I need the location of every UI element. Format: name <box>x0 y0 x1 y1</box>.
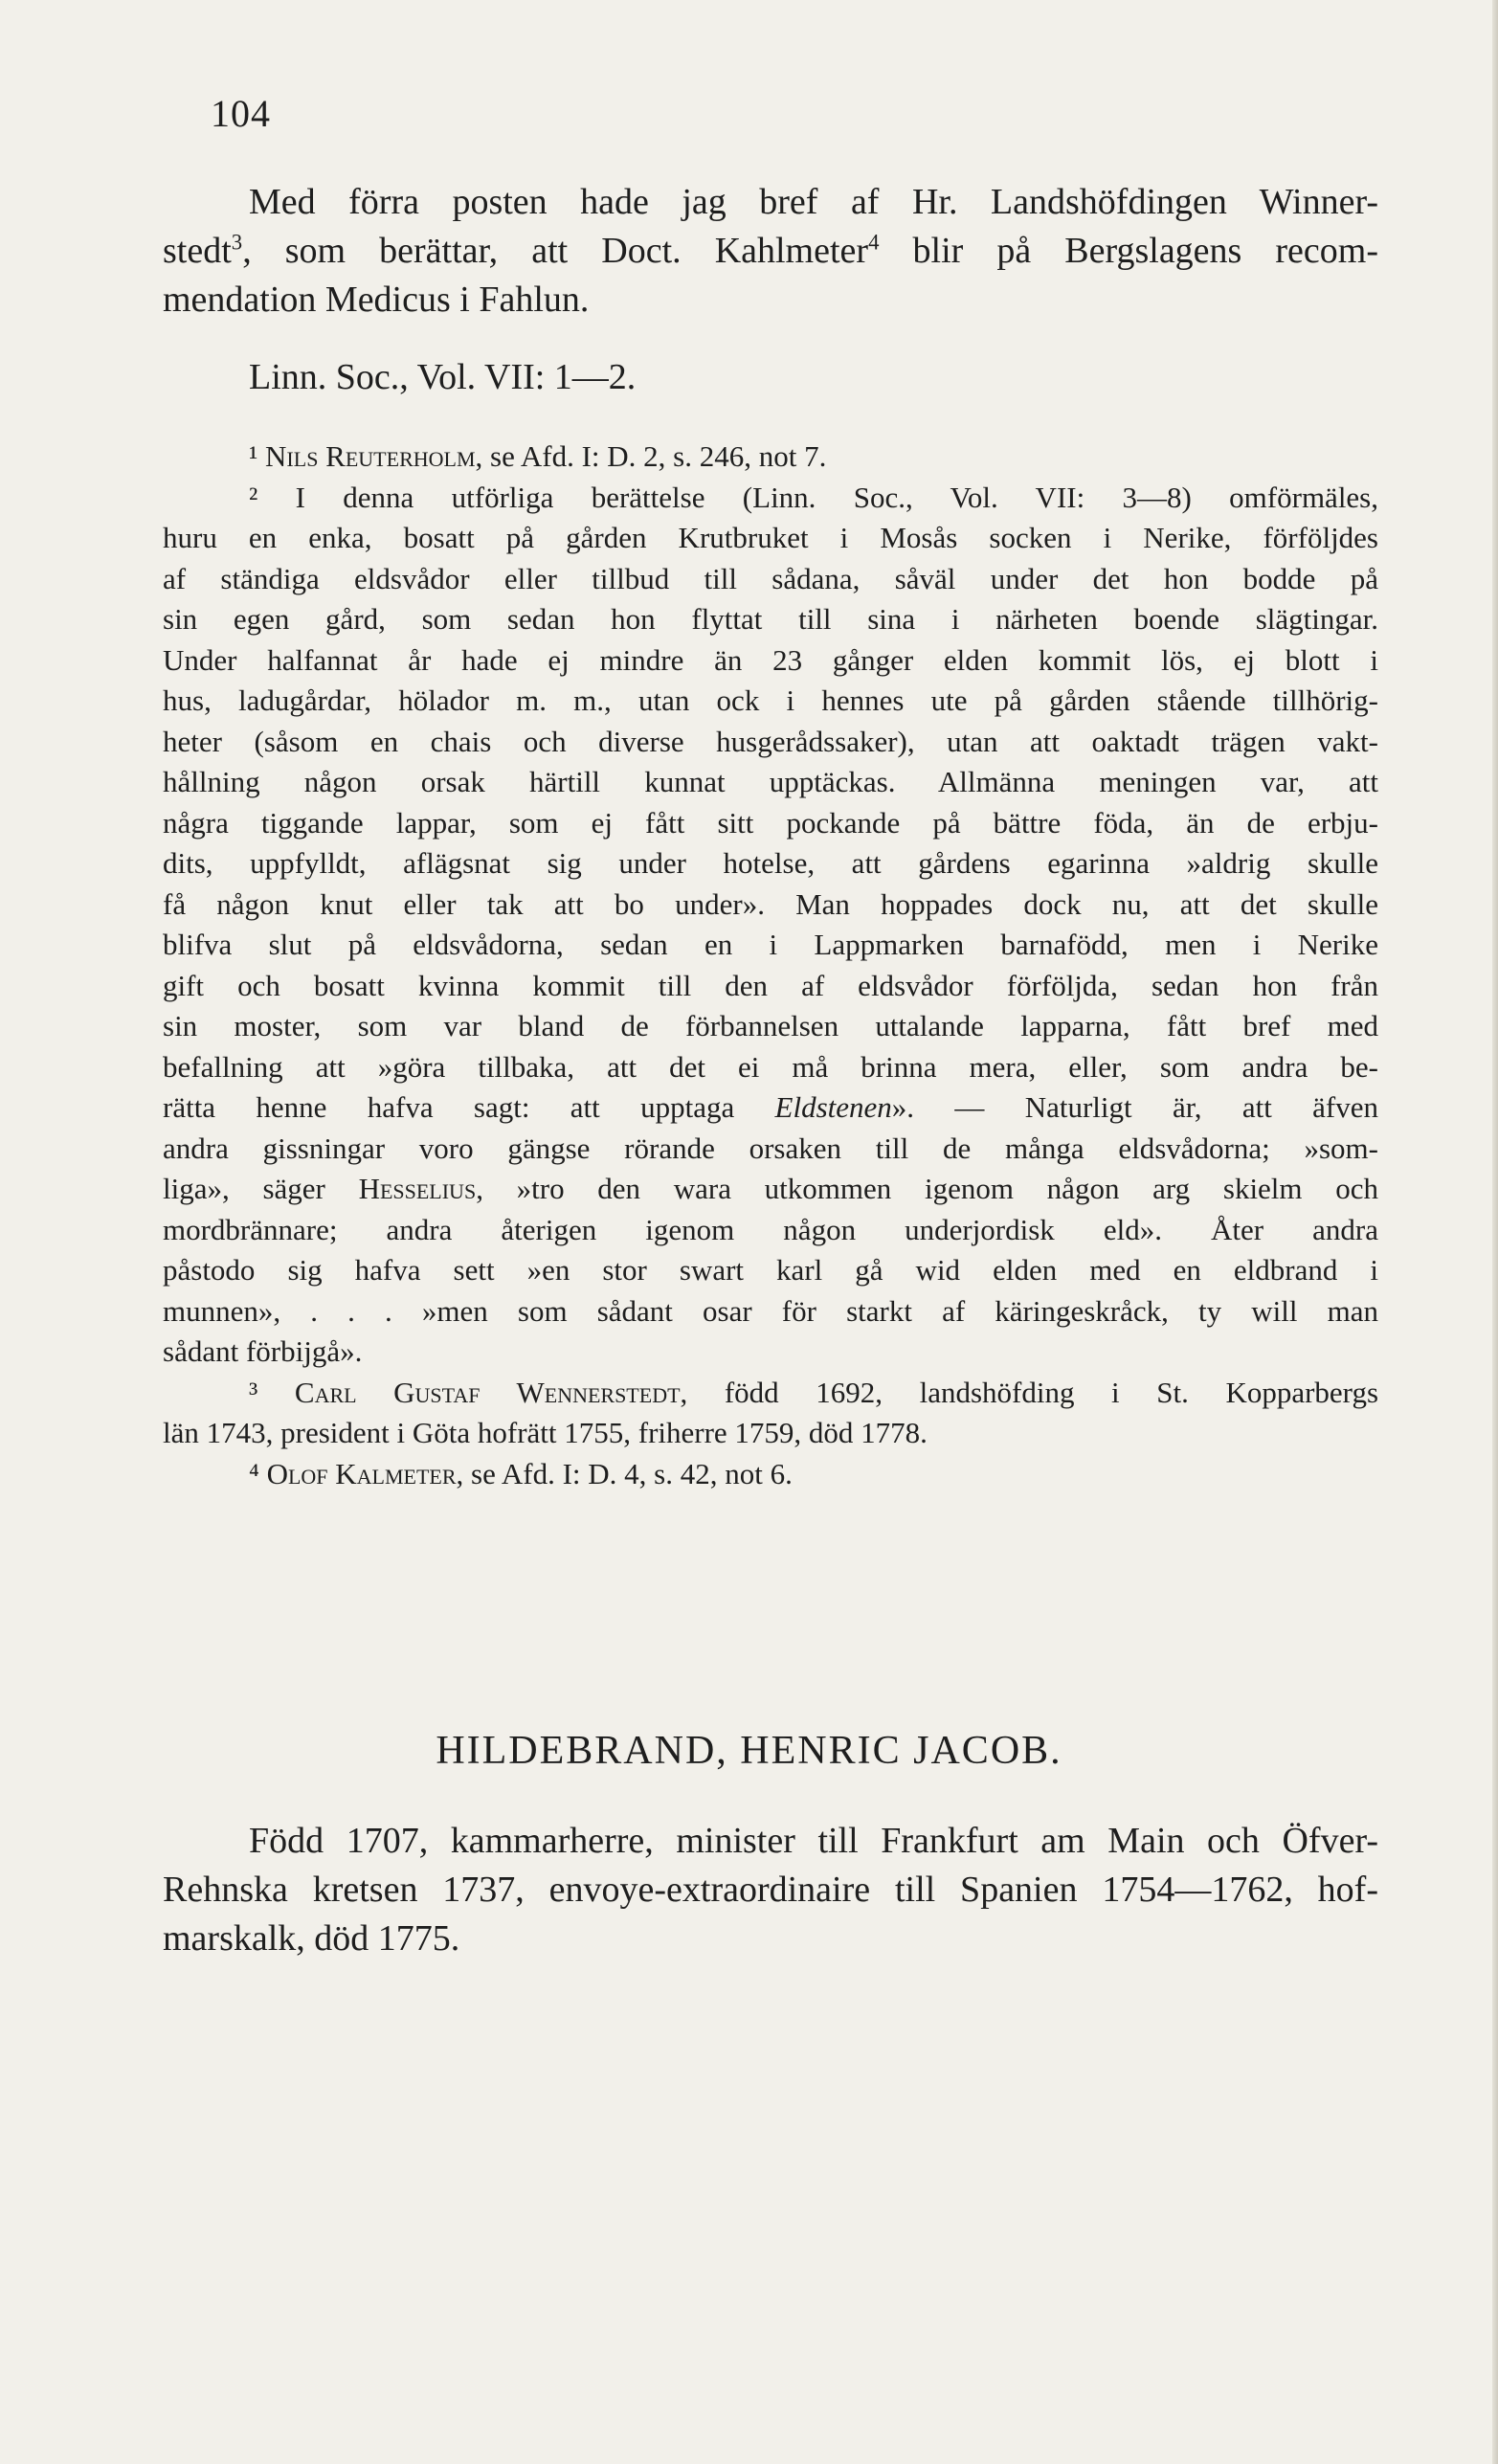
text-line: sin moster, som var bland de förbannelsen uttalande lapparna, fått bref med <box>163 1009 1378 1042</box>
text-line: blifva slut på eldsvådorna, sedan en i Lappmarken barnafödd, men i Nerike <box>163 928 1378 961</box>
footnote-ref-3: 3 <box>231 230 243 255</box>
text-line: län 1743, president i Göta hofrätt 1755, friherre 1759, död 1778. <box>163 1416 928 1449</box>
text-line: mordbrännare; andra återigen igenom någon underjordisk eld». Åter andra <box>163 1212 1378 1246</box>
person-name: Hesselius <box>358 1172 477 1205</box>
text-line: stedt$^3$, som berättar, att Doct. Kahlmeter$^4$ blir på Bergslagens recom- <box>163 230 1378 271</box>
section-heading: HILDEBRAND, HENRIC JACOB. <box>436 1729 1062 1773</box>
footnotes <box>163 437 1378 1494</box>
text-line: hus, ladugårdar, hölador m. m., utan ock i hennes ute på gården stående tillhörig- <box>163 683 1378 717</box>
footnote-4: ⁴ Olof Kalmeter, se Afd. I: D. 4, s. 42, not 6. <box>249 1456 793 1490</box>
text-line: Född 1707, kammarherre, minister till Frankfurt am Main och Öfver- <box>249 1821 1378 1861</box>
text-line: Med förra posten hade jag bref af Hr. Landshöfdingen Winner- <box>249 182 1378 222</box>
person-name: Olof Kalmeter <box>266 1456 457 1490</box>
footnote-2: ² I denna utförliga berättelse (Linn. Soc., Vol. VII: 3—8) omförmäles, <box>249 480 1378 514</box>
person-name: Nils Reuterholm <box>265 439 476 473</box>
main-paragraph <box>163 178 1378 325</box>
text-line: Rehnska kretsen 1737, envoye-extraordinaire till Spanien 1754—1762, hof- <box>163 1870 1378 1910</box>
text-line: mendation Medicus i Fahlun. <box>163 280 590 320</box>
text-line: sådant förbijgå». <box>163 1334 363 1368</box>
text-line: andra gissningar voro gängse rörande orsaken till de många eldsvådorna; »som- <box>163 1131 1378 1165</box>
text-line: påstodo sig hafva sett »en stor swart karl gå wid elden med en eldbrand i <box>163 1253 1378 1287</box>
footnote-1: ¹ Nils Reuterholm, se Afd. I: D. 2, s. 246, not 7. <box>249 439 827 473</box>
biography-paragraph <box>163 1817 1378 1963</box>
page-number: 104 <box>211 92 271 135</box>
text-line: huru en enka, bosatt på gården Krutbruket i Mosås socken i Nerike, förföljdes <box>163 521 1378 554</box>
text-line: marskalk, död 1775. <box>163 1918 460 1959</box>
italic-term: Eldstenen <box>774 1090 892 1124</box>
text-line: gift och bosatt kvinna kommit till den af eldsvådor förföljda, sedan hon från <box>163 968 1378 1002</box>
text-line: få någon knut eller tak att bo under». Man hoppades dock nu, att det skulle <box>163 886 1378 921</box>
text-line: liga», säger Hesselius, »tro den wara utkommen igenom någon arg skielm och <box>163 1172 1378 1205</box>
footnote-3: ³ Carl Gustaf Wennerstedt, född 1692, landshöfding i St. Kopparbergs <box>249 1375 1378 1409</box>
text-line: sin egen gård, som sedan hon flyttat till sina i närheten boende slägtingar. <box>163 602 1378 636</box>
text-line: Under halfannat år hade ej mindre än 23 gånger elden kommit lös, ej blott i <box>163 642 1378 677</box>
text-line: dits, uppfylldt, aflägsnat sig under hotelse, att gårdens egarinna »aldrig skulle <box>163 846 1378 880</box>
text-line: några tiggande lappar, som ej fått sitt pockande på bättre föda, än de erbju- <box>163 805 1378 840</box>
text-line: rätta henne hafva sagt: att upptaga Eldstenen». — Naturligt är, att äfven <box>163 1090 1378 1124</box>
person-name: Carl Gustaf Wennerstedt <box>294 1375 681 1409</box>
page-edge <box>1492 0 1498 2464</box>
text-line: Linn. Soc., Vol. VII: 1—2. <box>249 357 637 397</box>
text-line: munnen», . . . »men som sådant osar för starkt af käringeskråck, ty will man <box>163 1293 1378 1328</box>
text-line: befallning att »göra tillbaka, att det ei må brinna mera, eller, som andra be- <box>163 1049 1378 1084</box>
text-line: hållning någon orsak härtill kunnat upptäckas. Allmänna meningen var, att <box>163 765 1378 798</box>
text-line: af ständiga eldsvådor eller tillbud till sådana, såväl under det hon bodde på <box>163 561 1378 595</box>
text-line: heter (såsom en chais och diverse husgerådssaker), utan att oaktadt trägen vakt- <box>163 724 1378 758</box>
footnote-ref-4: 4 <box>868 230 880 255</box>
source-citation <box>163 353 1378 402</box>
